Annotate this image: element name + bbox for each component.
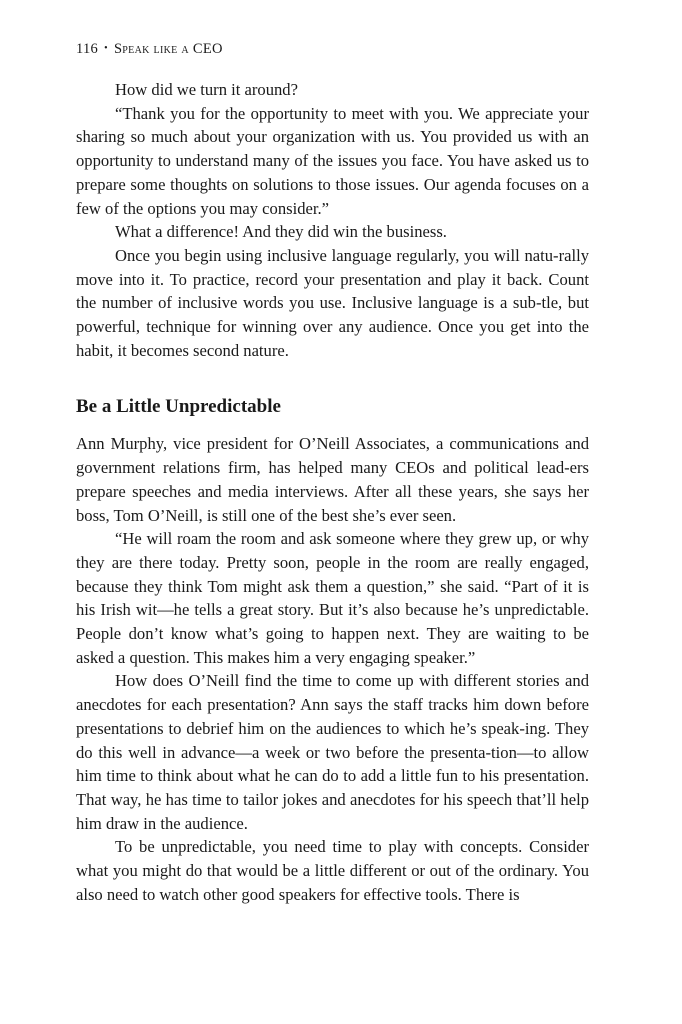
page-number: 116 [76,41,99,57]
paragraph-inclusive-language: Once you begin using inclusive language regularly, you will natu-rally move into it. To practice, record your presentation and play it back. Count the number of inclusive words you use. Inclusive language is a sub-tle, but powerful, technique for winning over any audience. Once you get into the habit, it becomes second nature. [76,245,589,360]
section-heading: Be a Little Unpredictable [76,396,281,418]
book-title: Speak like a CEO [113,41,223,57]
paragraph-roam-the-room-quote: “He will roam the room and ask someone where they grew up, or why they are there today. Pretty soon, people in the room are really engaged, because they think Tom might ask them a question,” she said. “Part of it is his Irish wit—he tells a great story. But it’s also because he’s unpredictable. People don’t know what’s going to happen next. They are waiting to be asked a question. This makes him a very engaging speaker.” [76,529,589,667]
running-head [76,40,589,58]
paragraph-ann-murphy: Ann Murphy, vice president for O’Neill Associates, a communications and government relations firm, has helped many CEOs and political lead-ers prepare speeches and media interviews. After all these years, she says her boss, Tom O’Neill, is still one of the best she’s ever seen. [76,434,589,525]
header-separator: • [104,43,108,54]
paragraph-thank-you-quote: “Thank you for the opportunity to meet with you. We appreciate your sharing so much about your organization with us. You provided us with an opportunity to understand many of the issues you face. You have asked us to prepare some thoughts on solutions to those issues. Our agenda focuses on a few of the options you may consider.” [76,103,589,218]
paragraph-how-does-oneill: How does O’Neill find the time to come up with different stories and anecdotes for each presentation? Ann says the staff tracks him down before presentations to debrief him on the audiences to which he’s speak-ing. They do this well in advance—a week or two before the presenta-tion—to allow him time to think about what he can do to add a little fun to his presentation. That way, he has time to tailor jokes and anecdotes for his speech that’ll help him draw in the audience. [76,671,589,833]
book-page [76,40,589,907]
paragraph-to-be-unpredictable: To be unpredictable, you need time to play with concepts. Consider what you might do that would be a little different or out of the ordinary. You also need to watch other good speakers for effective tools. There is [76,837,589,904]
paragraph-turn-around: How did we turn it around? [115,80,298,99]
paragraph-what-a-difference: What a difference! And they did win the business. [115,222,447,242]
